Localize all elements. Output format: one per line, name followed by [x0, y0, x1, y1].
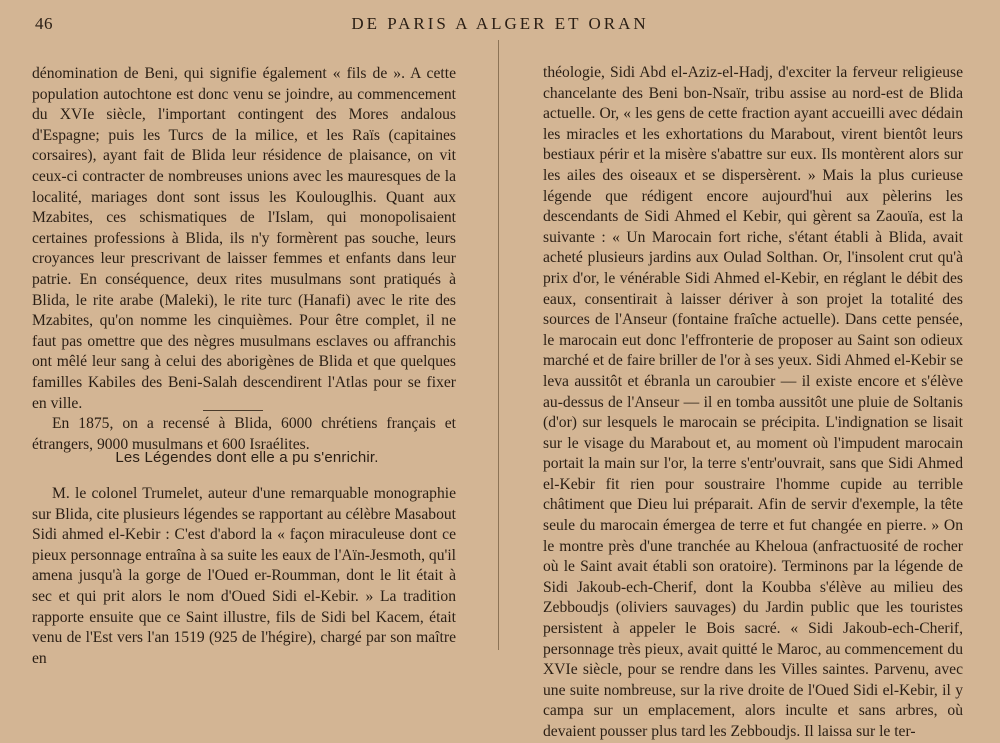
- section-rule: [203, 410, 263, 411]
- column-divider: [498, 40, 499, 650]
- running-title: DE PARIS A ALGER ET ORAN: [351, 14, 649, 33]
- page-header: [0, 0, 1000, 40]
- paragraph: M. le colonel Trumelet, auteur d'une remarquable monographie sur Blida, cite plusieurs légendes se rapportant au célèbre Masabout Sidi ahmed el-Kebir : C'est d'abord la « façon miraculeuse dont ce pieux personnage entraîna à sa suite les eaux de l'Aïn-Jesmoth, qu'il amena jusqu'à la gorge de l'Oued er-Roumman, dont le lit était à sec et qui prit alors le nom d'Oued Sidi el-Kebir. » La tradition rapporte ensuite que ce Saint illustre, fils de Sidi bel Kacem, était venu de l'Est vers l'an 1519 (925 de l'hégire), chargé par son maître en: [32, 485, 456, 667]
- page-number: 46: [35, 14, 53, 33]
- left-column-top: [32, 64, 456, 455]
- paragraph: En 1875, on a recensé à Blida, 6000 chrétiens français et étrangers, 9000 musulmans et 600 Israélites.: [32, 415, 456, 453]
- paragraph: dénomination de Beni, qui signifie également « fils de ». A cette population autochtone est donc venu se joindre, au commencement du XVIe siècle, l'important contingent des Mores andalous d'Espagne; puis les Turcs de la milice, et les Raïs (capitaines corsaires), ayant fait de Blida leur résidence de plaisance, on vit ceux-ci contracter de nombreuses unions avec les mauresques de la localité, mariages dont sont issus les Koulouglhis. Quant aux Mzabites, ces schismatiques de l'Islam, qui monopolisaient certaines professions à Blida, ils n'y formèrent pas souche, leurs croyances leur prescrivant de laisser femmes et enfants dans leur patrie. En conséquence, deux rites musulmans sont pratiqués à Blida, le rite arabe (Maleki), le rite turc (Hanafi) avec le rite des Mzabites, qu'on nomme les cinquièmes. Pour être complet, il ne faut pas omettre que des nègres musulmans esclaves ou affranchis ont mêlé leur sang à celui des aborigènes de Blida et que quelques familles Kabiles des Beni-Salah descendirent l'Atlas pour se fixer en ville.: [32, 65, 456, 412]
- right-column: [543, 63, 963, 743]
- paragraph: théologie, Sidi Abd el-Aziz-el-Hadj, d'exciter la ferveur religieuse chancelante des Beni bon-Nsaïr, tribu assise au nord-est de Blida actuelle. Or, « les gens de cette fraction ayant accueilli avec dédain les miracles et les exhortations du Marabout, virent bientôt leurs bestiaux périr et la misère s'abattre sur eux. Ils montèrent alors sur les ailes des oiseaux et se dispersèrent. » Mais la plus curieuse légende que rédigent encore aujourd'hui aux pèlerins les descendants de Sidi Ahmed el Kebir, qui gèrent sa Zaouïa, est la suivante : « Un Marocain fort riche, s'étant établi à Blida, avait acheté plusieurs jardins aux Oulad Solthan. Or, l'insolent crut qu'à prix d'or, le vénérable Sidi Ahmed el-Kebir, en réglant le débit des eaux, consentirait à laisser dériver à son projet la totalité des sources de l'Anseur (fontaine fraîche actuelle). Dans cette pensée, le marocain eut donc l'effronterie de proposer au Saint son odieux marché et de faire briller de l'or à ses yeux. Sidi Ahmed el-Kebir se leva aussitôt et ébranla un caroubier — il existe encore et s'élève au-dessus de l'Anseur — il en tomba aussitôt une pluie de Soltanis (d'or) sur lesquels le marocain se précipita. L'indignation se lisait sur le visage du Marabout et, au moment où l'impudent marocain portait la main sur l'or, la terre s'entr'ouvrait, sans que Sidi Ahmed el-Kebir fit rien pour soustraire l'homme cupide au terrible châtiment que Dieu lui préparait. Afin de servir d'exemple, la tête seule du marocain émergea de terre et fut changée en pierre. » On le montre près d'une tranchée au Kheloua (anfractuosité de rocher où le Saint avait établi son oratoire). Terminons par la légende de Sidi Jakoub-ech-Cherif, dont la Koubba s'élève au milieu des Zebboudjs (oliviers sauvages) du Jardin public que les touristes persistent à appeler le Bois sacré. « Sidi Jakoub-ech-Cherif, personnage très pieux, avait quitté le Maroc, au commencement du XVIe siècle, pour se rendre dans les Villes saintes. Parvenu, avec une suite nombreuse, sur la rive droite de l'Oued Sidi el-Kebir, il y campa sur un emplacement, alors inculte et sans arbres, où devaient pousser plus tard les Zebboudjs. Il laissa sur le ter-: [543, 64, 963, 740]
- left-column-bottom: [32, 484, 456, 669]
- section-heading: Les Légendes dont elle a pu s'enrichir.: [115, 449, 379, 466]
